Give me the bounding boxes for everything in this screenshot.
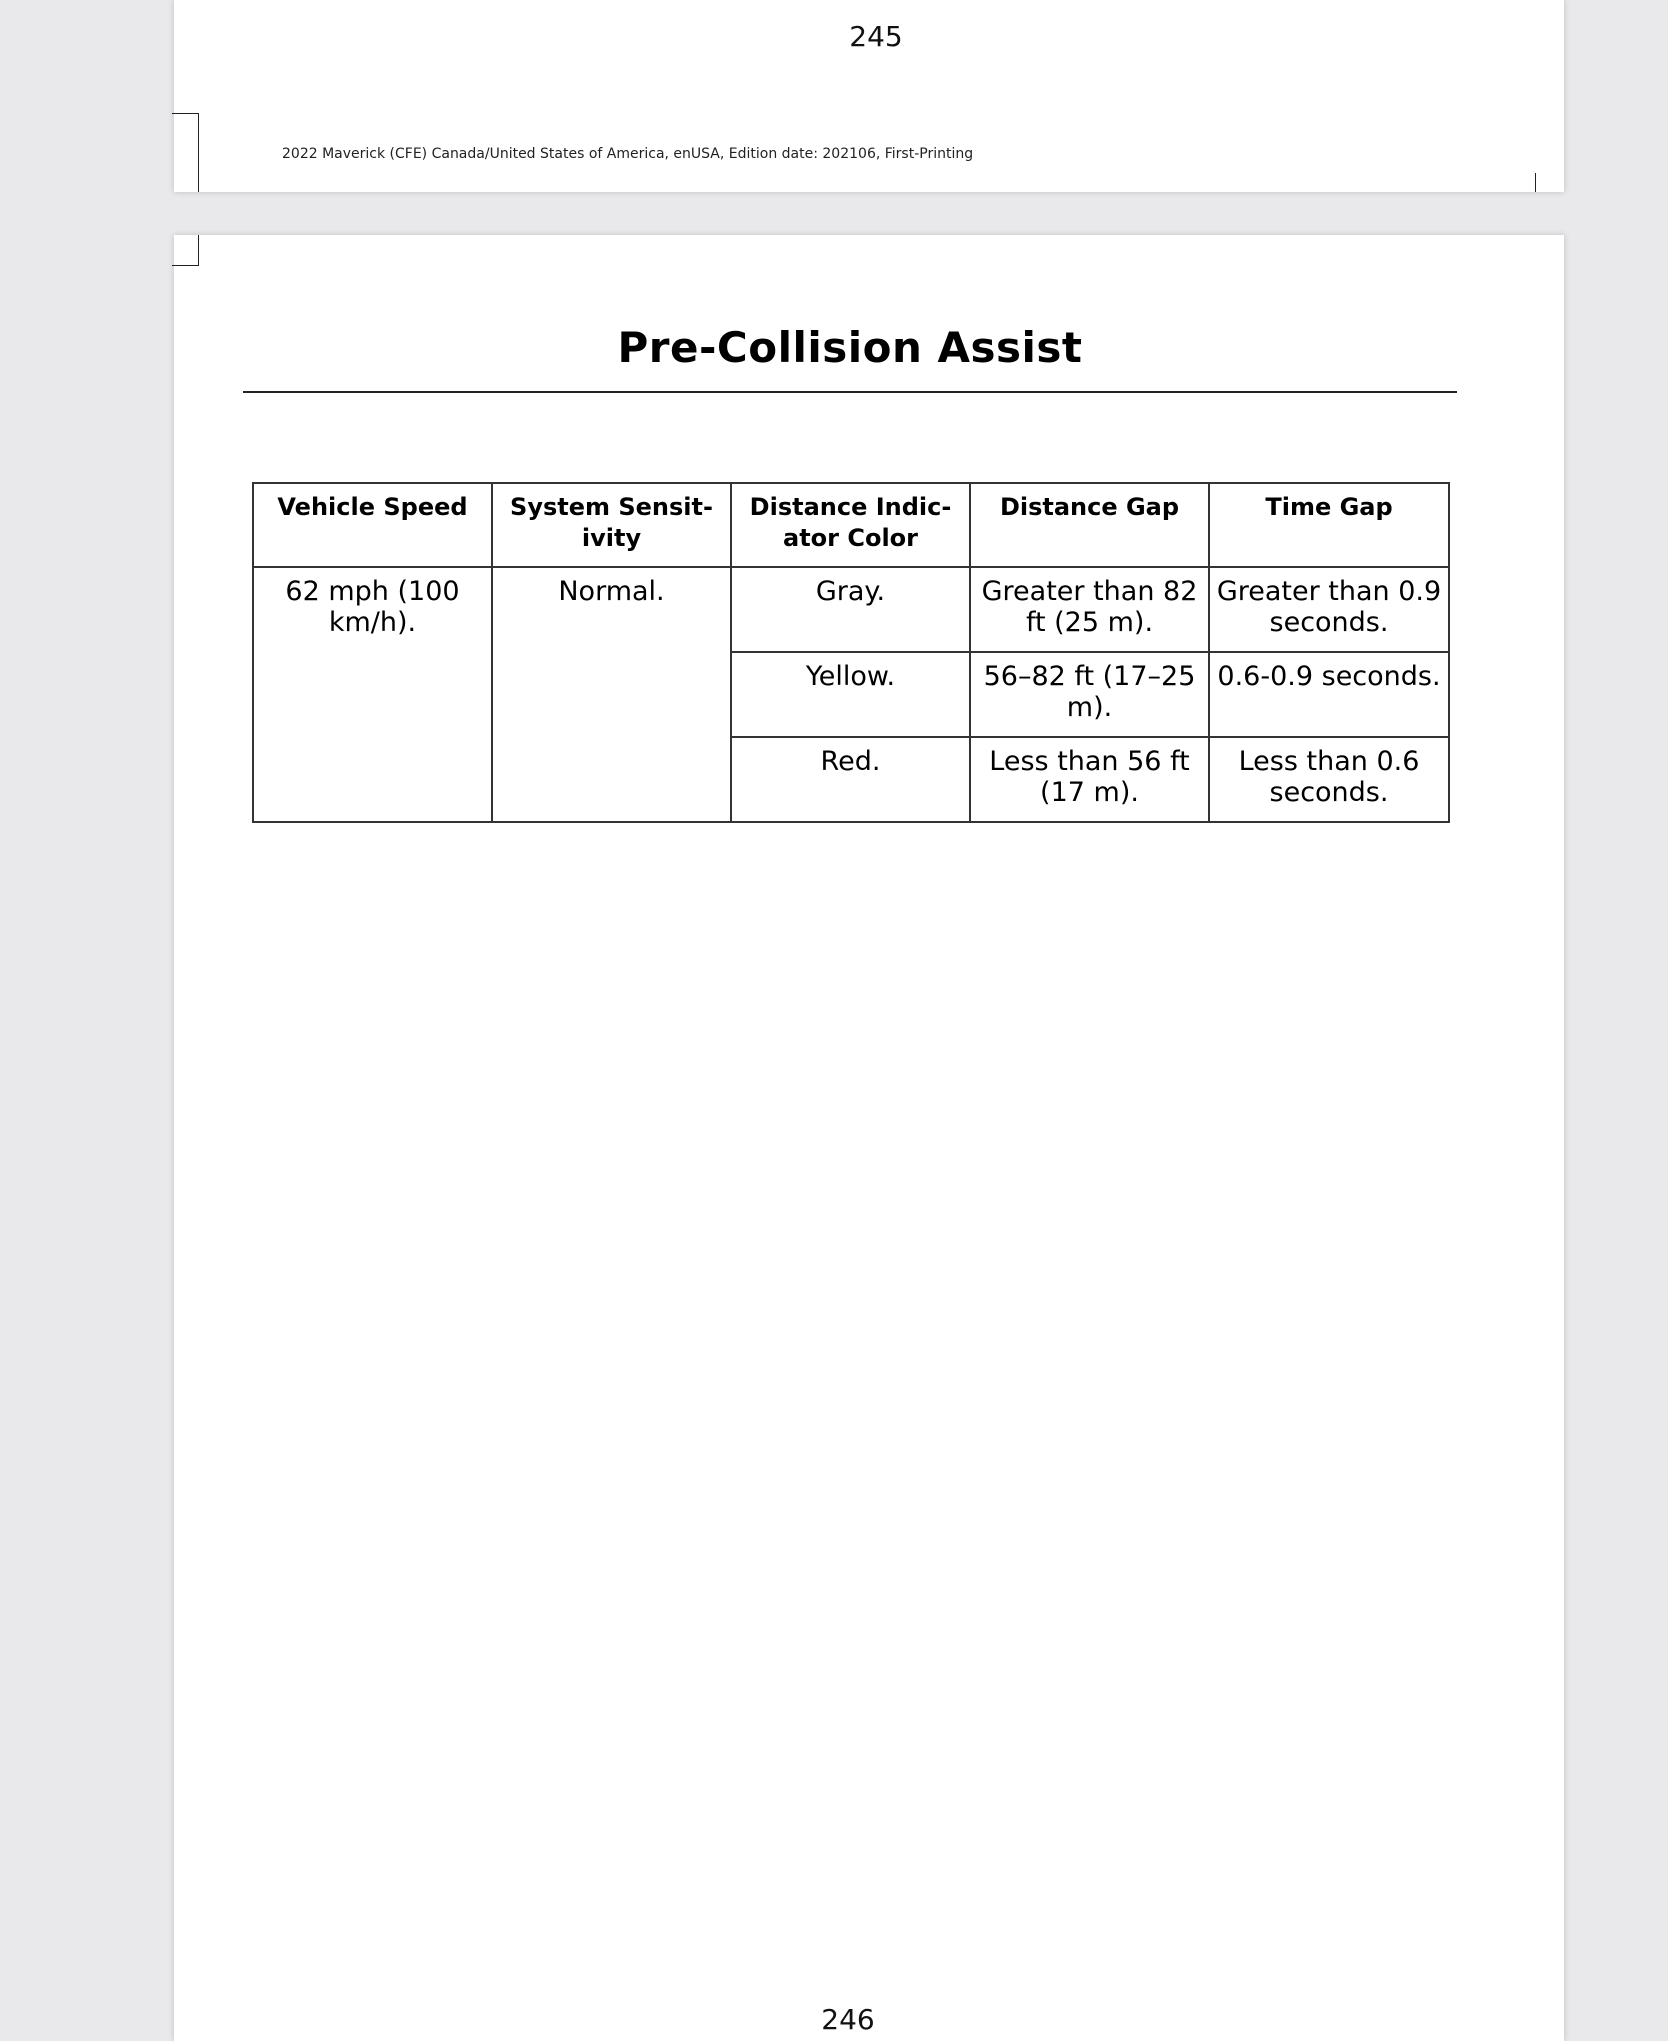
cell-vehicle-speed: 62 mph (100 km/h). bbox=[253, 567, 492, 822]
pre-collision-table bbox=[252, 482, 1450, 823]
cell-time-gap: Less than 0.6 seconds. bbox=[1209, 737, 1449, 822]
page-number: 245 bbox=[849, 20, 903, 53]
table-header-row bbox=[253, 483, 1449, 567]
title-divider bbox=[243, 391, 1457, 393]
cell-indicator-color: Gray. bbox=[731, 567, 970, 652]
header-distance-indicator-color: Distance Indic-ator Color bbox=[731, 483, 970, 567]
previous-page bbox=[174, 0, 1564, 192]
table-row bbox=[253, 567, 1449, 652]
header-time-gap: Time Gap bbox=[1209, 483, 1449, 567]
cell-indicator-color: Red. bbox=[731, 737, 970, 822]
cell-indicator-color: Yellow. bbox=[731, 652, 970, 737]
header-vehicle-speed: Vehicle Speed bbox=[253, 483, 492, 567]
cell-distance-gap: 56–82 ft (17–25 m). bbox=[970, 652, 1209, 737]
current-page bbox=[174, 235, 1564, 2041]
crop-mark bbox=[172, 235, 199, 266]
cell-system-sensitivity: Normal. bbox=[492, 567, 731, 822]
page-number: 246 bbox=[821, 2003, 875, 2036]
header-system-sensitivity: System Sensit-ivity bbox=[492, 483, 731, 567]
cell-time-gap: 0.6-0.9 seconds. bbox=[1209, 652, 1449, 737]
crop-mark bbox=[172, 113, 199, 192]
edition-footer: 2022 Maverick (CFE) Canada/United States of America, enUSA, Edition date: 202106, First-Printing bbox=[282, 146, 974, 162]
cell-distance-gap: Greater than 82 ft (25 m). bbox=[970, 567, 1209, 652]
header-distance-gap: Distance Gap bbox=[970, 483, 1209, 567]
cell-distance-gap: Less than 56 ft (17 m). bbox=[970, 737, 1209, 822]
page-title: Pre-Collision Assist bbox=[617, 323, 1083, 372]
cell-time-gap: Greater than 0.9 seconds. bbox=[1209, 567, 1449, 652]
crop-mark bbox=[1535, 173, 1536, 192]
